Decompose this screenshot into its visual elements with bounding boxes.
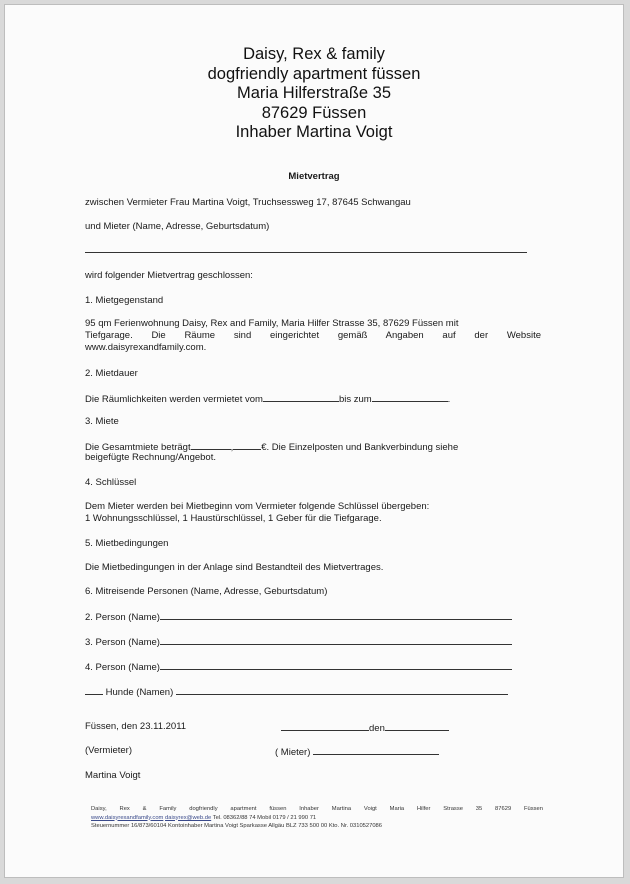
section-6-heading: 6. Mitreisende Personen (Name, Adresse, Geburtsdatum)	[85, 586, 328, 597]
letterhead	[5, 45, 623, 143]
tenant-line: und Mieter (Name, Adresse, Geburtsdatum)	[85, 221, 270, 232]
section-1-line-1: 95 qm Ferienwohnung Daisy, Rex and Family, Maria Hilfer Strasse 35, 87629 Füssen mit	[85, 318, 459, 329]
rent-invoice-reference: beigefügte Rechnung/Angebot.	[85, 452, 216, 463]
letterhead-owner: Inhaber Martina Voigt	[235, 123, 393, 141]
section-2-heading: 2. Mietdauer	[85, 368, 138, 379]
person-4-label: 4. Person (Name)	[85, 662, 160, 673]
section-4-heading: 4. Schlüssel	[85, 477, 137, 488]
footer-phone: Tel. 08362/88 74 Mobil 0179 / 21 990 71	[212, 814, 317, 821]
person-2-label: 2. Person (Name)	[85, 612, 160, 623]
person-3-row	[85, 635, 512, 649]
document-page	[4, 4, 624, 878]
person-4-row	[85, 660, 512, 674]
rent-total-label: Die Gesamtmiete beträgt	[85, 442, 191, 453]
signature-place-date: Füssen, den 23.11.2011	[85, 721, 187, 732]
section-1-website: www.daisyrexandfamily.com.	[85, 342, 207, 353]
footer-bank-line: Steuernummer 16/873/60104 Kontoinhaber Martina Voigt Sparkasse Allgäu BLZ 733 500 00 Kto. Nr. 0310527086	[91, 823, 383, 829]
landlord-line: zwischen Vermieter Frau Martina Voigt, Truchsessweg 17, 87645 Schwangau	[85, 197, 411, 208]
person-2-row	[85, 610, 512, 624]
footer-contact-line	[91, 814, 543, 823]
rent-decimal-separator: ,	[230, 442, 234, 453]
rent-cents-field[interactable]	[233, 440, 261, 450]
person-3-field[interactable]	[160, 635, 512, 645]
footer-website-link[interactable]: www.daisyrexandfamily.com	[91, 814, 164, 821]
tenant-place-field[interactable]	[281, 721, 369, 731]
tenant-signature-row	[275, 745, 439, 759]
letterhead-business-name: Daisy, Rex & family	[243, 45, 385, 63]
dog-count-field[interactable]	[85, 685, 103, 695]
tenant-details-field[interactable]	[85, 251, 527, 253]
footer-business-line: Daisy, Rex & Family dogfriendly apartment füssen Inhaber Martina Voigt Maria Hilfer Strasse 35 87629 Füssen	[91, 806, 543, 812]
dogs-row	[85, 685, 508, 699]
tenant-place-date-row	[281, 721, 449, 735]
section-3-heading: 3. Miete	[85, 416, 119, 427]
landlord-signature-label: (Vermieter)	[85, 745, 132, 756]
section-5-heading: 5. Mietbedingungen	[85, 538, 169, 549]
tenant-signature-label: ( Mieter)	[275, 747, 311, 758]
tenant-signature-field[interactable]	[313, 745, 439, 755]
landlord-name: Martina Voigt	[85, 770, 141, 781]
section-1-line-2: Tiefgarage. Die Räume sind eingerichtet gemäß Angaben auf der Website	[85, 330, 541, 341]
rent-euros-field[interactable]	[191, 440, 231, 450]
rental-period-from-label: Die Räumlichkeiten werden vermietet vom	[85, 394, 263, 405]
rental-period-end-punct: .	[447, 394, 451, 405]
rental-period-line	[85, 392, 450, 406]
keys-list: 1 Wohnungsschlüssel, 1 Haustürschlüssel, 1 Geber für die Tiefgarage.	[85, 513, 382, 524]
section-1-heading: 1. Mietgegenstand	[85, 295, 164, 306]
tenant-date-field[interactable]	[385, 721, 449, 731]
dog-names-field[interactable]	[176, 685, 508, 695]
rental-end-date-field[interactable]	[372, 392, 448, 402]
document-footer	[91, 805, 543, 831]
keys-intro: Dem Mieter werden bei Mietbeginn vom Vermieter folgende Schlüssel übergeben:	[85, 501, 430, 512]
section-1-body	[85, 318, 541, 354]
letterhead-city: 87629 Füssen	[261, 103, 367, 122]
person-2-field[interactable]	[160, 610, 512, 620]
letterhead-street: Maria Hilferstraße 35	[236, 84, 392, 102]
document-title: Mietvertrag	[288, 171, 340, 182]
tenant-den-label: den	[369, 723, 385, 734]
letterhead-subtitle: dogfriendly apartment füssen	[207, 64, 421, 83]
person-3-label: 3. Person (Name)	[85, 637, 160, 648]
rent-details-text: €. Die Einzelposten und Bankverbindung siehe	[261, 442, 459, 453]
contract-concluded-text: wird folgender Mietvertrag geschlossen:	[85, 270, 253, 281]
dogs-label: Hunde (Namen)	[105, 687, 174, 698]
rental-period-to-label: bis zum	[338, 394, 372, 405]
conditions-text: Die Mietbedingungen in der Anlage sind Bestandteil des Mietvertrages.	[85, 562, 384, 573]
footer-email-link[interactable]: daisyrex@web.de	[165, 814, 212, 821]
person-4-field[interactable]	[160, 660, 512, 670]
rental-start-date-field[interactable]	[263, 392, 339, 402]
